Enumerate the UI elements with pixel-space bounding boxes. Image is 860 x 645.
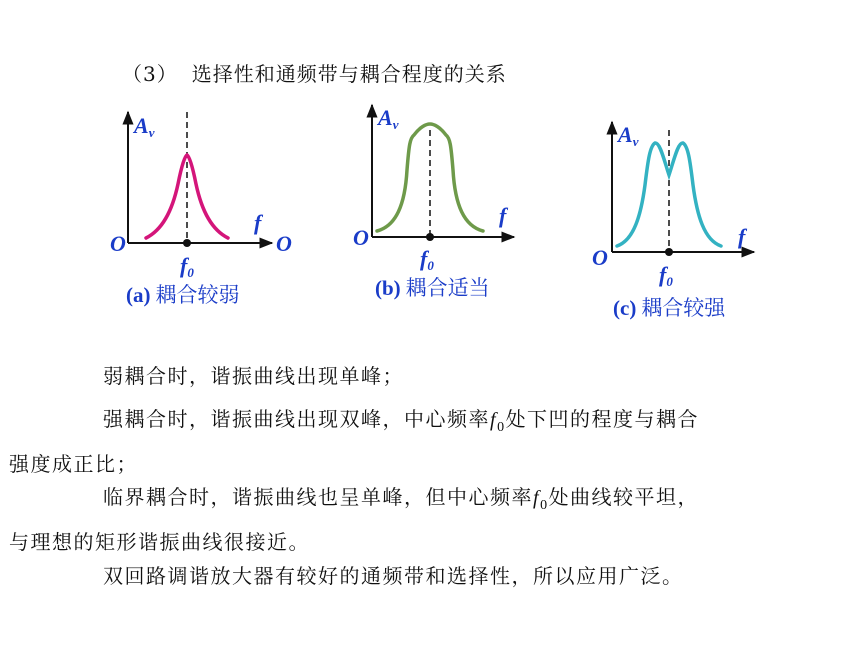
figure-b-origin: O <box>353 225 369 250</box>
paragraph-conclusion-text: 双回路调谐放大器有较好的通频带和选择性，所以应用广泛。 <box>103 564 684 588</box>
section-number: （3） <box>122 62 178 86</box>
paragraph-critical-text-c: 与理想的矩形谐振曲线很接近。 <box>9 530 310 554</box>
figure-a-origin: O <box>110 231 126 256</box>
figure-c-origin: O <box>592 245 608 270</box>
figure-a-caption: (a) 耦合较弱 <box>126 283 240 307</box>
paragraph-strong-f0: $f_0$ <box>490 409 506 435</box>
paragraph-weak-text: 弱耦合时，谐振曲线出现单峰； <box>103 364 404 388</box>
figure-c-y-label: Av <box>618 122 639 149</box>
figure-a-x-label: f <box>254 210 262 235</box>
paragraph-conclusion <box>103 558 684 594</box>
figure-b-f0-label: f0 <box>420 246 434 273</box>
figure-c-x-label: f <box>738 224 746 249</box>
paragraph-strong-text-c: 强度成正比； <box>9 452 138 476</box>
paragraph-critical-text-a: 临界耦合时，谐振曲线也呈单峰，但中心频率 <box>103 485 533 509</box>
figure-b-caption: (b) 耦合适当 <box>375 276 490 300</box>
paragraph-strong-text-b: 处下凹的程度与耦合 <box>505 407 700 431</box>
figure-a <box>110 112 292 307</box>
paragraph-critical-coupling <box>9 479 826 560</box>
figure-c-f0-label: f0 <box>659 262 673 289</box>
figure-c <box>592 122 754 320</box>
figure-b-y-label: Av <box>378 105 399 132</box>
paragraph-strong-text-a: 强耦合时，谐振曲线出现双峰，中心频率 <box>103 407 490 431</box>
section-title: 选择性和通频带与耦合程度的关系 <box>191 62 507 86</box>
paragraph-critical-f0: $f_0$ <box>533 487 549 513</box>
figure-b-x-label: f <box>499 203 507 228</box>
paragraph-strong-coupling <box>9 401 816 482</box>
paragraph-critical-text-b: 处曲线较平坦， <box>548 485 700 509</box>
figure-b-f0-point <box>426 233 434 241</box>
figure-b <box>353 105 514 300</box>
figure-a-f0-point <box>183 239 191 247</box>
figure-a-f0-label: f0 <box>180 253 194 280</box>
figure-c-caption: (c) 耦合较强 <box>613 296 726 320</box>
paragraph-weak-coupling <box>103 358 404 394</box>
figure-a-extra-label: O <box>276 231 292 256</box>
figure-c-f0-point <box>665 248 673 256</box>
figure-a-y-label: Av <box>134 113 155 140</box>
